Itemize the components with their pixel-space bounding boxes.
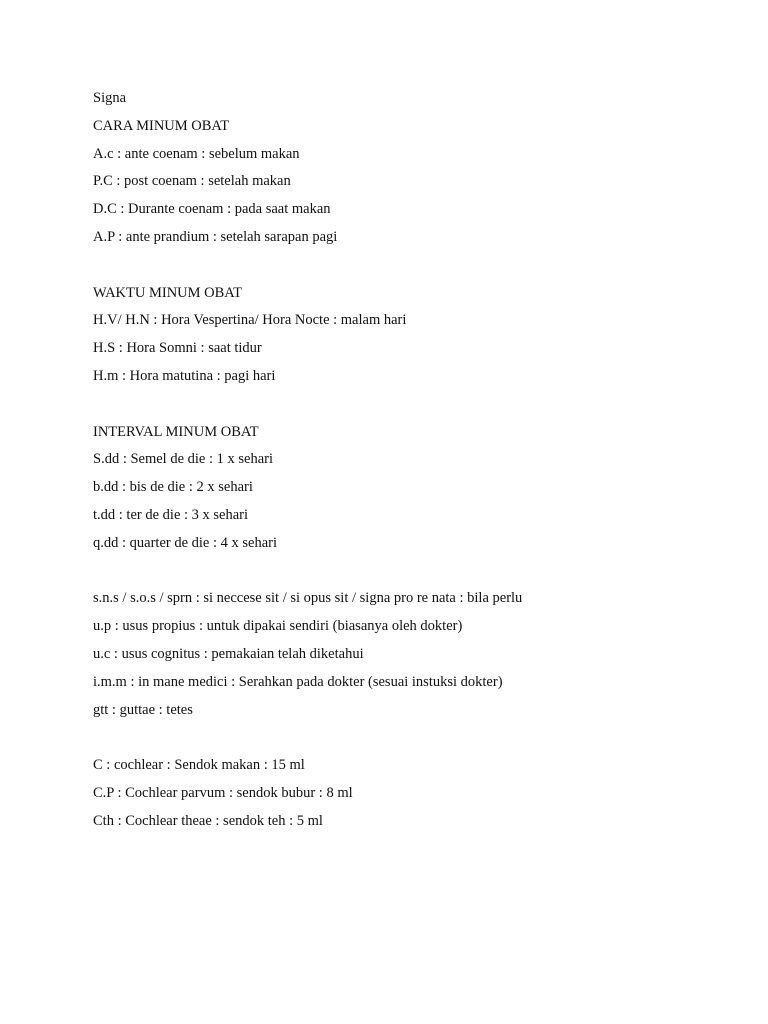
entry-line: C.P : Cochlear parvum : sendok bubur : 8 ml	[93, 784, 353, 801]
entry-line: q.dd : quarter de die : 4 x sehari	[93, 534, 278, 551]
entry-line: A.c : ante coenam : sebelum makan	[93, 145, 300, 162]
entry-line: b.dd : bis de die : 2 x sehari	[93, 479, 253, 496]
entry-line: H.m : Hora matutina : pagi hari	[93, 367, 276, 384]
section-heading: WAKTU MINUM OBAT	[93, 284, 243, 301]
entry-line: H.V/ H.N : Hora Vespertina/ Hora Nocte : malam hari	[93, 312, 407, 329]
entry-line: H.S : Hora Somni : saat tidur	[93, 340, 262, 357]
entry-line: s.n.s / s.o.s / sprn : si neccese sit / si opus sit / signa pro re nata : bila perlu	[93, 590, 523, 607]
document-title: Signa	[93, 90, 127, 106]
entry-line: u.p : usus propius : untuk dipakai sendiri (biasanya oleh dokter)	[93, 618, 463, 635]
section-interval-minum-obat	[93, 419, 733, 558]
entry-line: gtt : guttae : tetes	[93, 701, 193, 718]
section-misc-signa	[93, 585, 733, 724]
entry-line: S.dd : Semel de die : 1 x sehari	[93, 451, 274, 468]
section-cara-minum-obat	[93, 85, 733, 252]
section-heading: INTERVAL MINUM OBAT	[93, 423, 259, 440]
section-heading: CARA MINUM OBAT	[93, 117, 230, 134]
entry-line: Cth : Cochlear theae : sendok teh : 5 ml	[93, 812, 323, 829]
entry-line: t.dd : ter de die : 3 x sehari	[93, 506, 249, 523]
entry-line: i.m.m : in mane medici : Serahkan pada dokter (sesuai instuksi dokter)	[93, 673, 503, 690]
entry-line: P.C : post coenam : setelah makan	[93, 173, 291, 190]
entry-line: u.c : usus cognitus : pemakaian telah diketahui	[93, 645, 364, 662]
entry-line: A.P : ante prandium : setelah sarapan pagi	[93, 228, 338, 245]
section-measures	[93, 752, 733, 835]
document-content	[93, 85, 733, 836]
section-waktu-minum-obat	[93, 280, 733, 391]
entry-line: C : cochlear : Sendok makan : 15 ml	[93, 757, 305, 774]
entry-line: D.C : Durante coenam : pada saat makan	[93, 201, 331, 218]
